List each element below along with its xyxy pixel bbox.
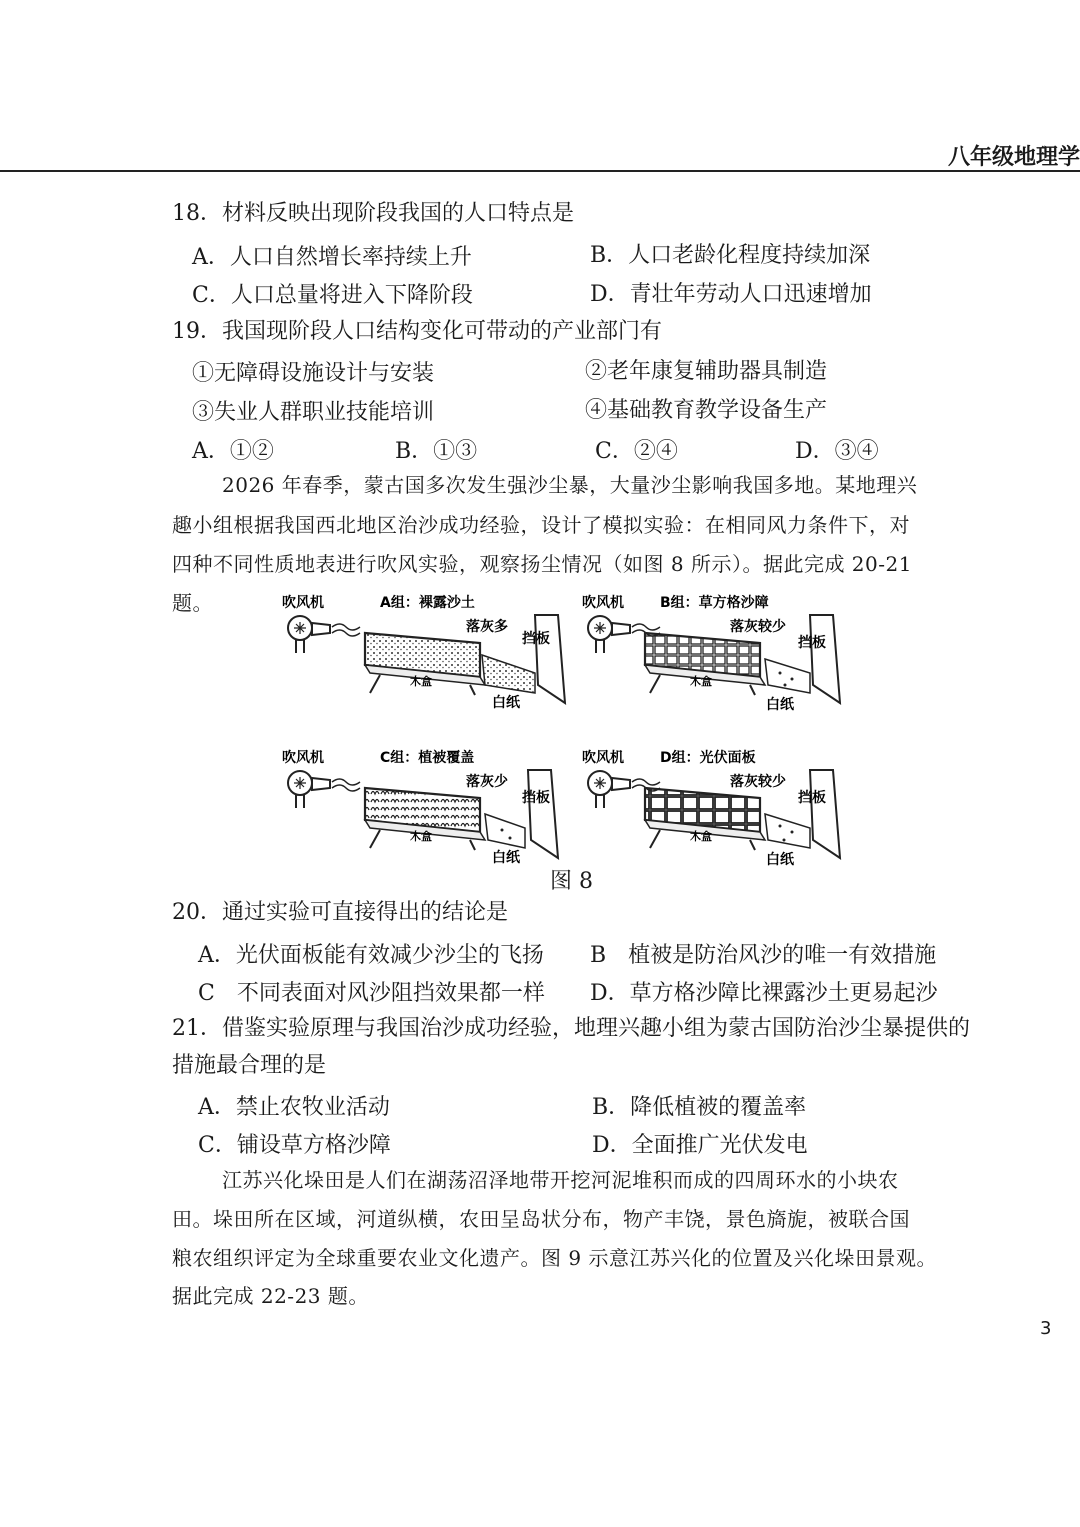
panel-c: [282, 749, 558, 866]
group-label: A组：裸露沙土: [380, 595, 475, 611]
dryer-label: 吹风机: [582, 595, 624, 611]
white-paper: [765, 814, 810, 848]
q21-option-b: B．降低植被的覆盖率: [592, 1095, 807, 1120]
wind-lines-icon: [332, 624, 360, 636]
q19-item-4: ④基础教育教学设备生产: [585, 398, 828, 423]
q20-stem: 20．通过实验可直接得出的结论是: [172, 900, 508, 925]
panel-b: [582, 594, 840, 713]
passage2-line-4: 据此完成 22-23 题。: [172, 1284, 369, 1308]
dust-label: 落灰较少: [730, 619, 786, 635]
q19-option-c: C．②④: [595, 439, 678, 464]
group-label: D组：光伏面板: [660, 750, 756, 766]
q19-stem: 19．我国现阶段人口结构变化可带动的产业部门有: [172, 319, 662, 344]
q20-option-c: C 不同表面对风沙阻挡效果都一样: [198, 981, 545, 1006]
passage2-line-3: 粮农组织评定为全球重要农业文化遗产。图 9 示意江苏兴化的位置及兴化垛田景观。: [172, 1246, 937, 1270]
baffle-board: [528, 770, 558, 858]
baffle-board: [535, 615, 565, 703]
q18-option-d: D．青壮年劳动人口迅速增加: [590, 282, 872, 307]
passage2-line-2: 田。垛田所在区域，河道纵横，农田呈岛状分布，物产丰饶，景色旖旎，被联合国: [172, 1207, 910, 1231]
dryer-label: 吹风机: [282, 750, 324, 766]
q20-option-a: A．光伏面板能有效减少沙尘的飞扬: [198, 943, 544, 968]
paper-label: 白纸: [492, 850, 520, 866]
paper-label: 白纸: [492, 695, 520, 711]
header-rule: [0, 170, 1080, 172]
dust-label: 落灰少: [466, 774, 508, 790]
q21-option-a: A．禁止农牧业活动: [198, 1095, 390, 1120]
dust-label: 落灰多: [466, 619, 508, 635]
white-paper: [482, 655, 535, 693]
q21-stem-line-1: 21．借鉴实验原理与我国治沙成功经验，地理兴趣小组为蒙古国防治沙尘暴提供的: [172, 1016, 970, 1041]
paper-label: 白纸: [766, 697, 794, 713]
passage2-line-1: 江苏兴化垛田是人们在湖荡沼泽地带开挖河泥堆积而成的四周环水的小块农: [222, 1168, 899, 1192]
q18-option-b: B．人口老龄化程度持续加深: [590, 243, 871, 268]
q18-option-c: C．人口总量将进入下降阶段: [192, 283, 473, 308]
baffle-label: 挡板: [522, 790, 550, 806]
panel-d: [582, 749, 840, 868]
q18-option-a: A．人口自然增长率持续上升: [192, 245, 472, 270]
baffle-label: 挡板: [522, 631, 550, 647]
paper-label: 白纸: [766, 852, 794, 868]
group-label: B组：草方格沙障: [660, 595, 769, 611]
baffle-board: [810, 770, 840, 858]
passage1-line-3: 四种不同性质地表进行吹风实验，观察扬尘情况（如图 8 所示）。据此完成 20-21: [172, 552, 912, 576]
box-label: 木盒: [690, 830, 712, 843]
dryer-label: 吹风机: [582, 750, 624, 766]
white-paper: [485, 814, 525, 848]
q19-item-1: ①无障碍设施设计与安装: [192, 361, 435, 386]
page-number: 3: [1040, 1318, 1052, 1339]
q19-item-2: ②老年康复辅助器具制造: [585, 359, 828, 384]
passage1-line-2: 趣小组根据我国西北地区治沙成功经验，设计了模拟实验：在相同风力条件下，对: [172, 513, 910, 537]
baffle-label: 挡板: [798, 635, 826, 651]
white-paper: [765, 659, 810, 693]
figure-8-diagram: [270, 585, 870, 870]
box-label: 木盒: [410, 830, 432, 843]
panel-a: [282, 594, 565, 711]
figure-8-caption: 图 8: [550, 869, 593, 894]
q20-option-b: B 植被是防治风沙的唯一有效措施: [590, 943, 937, 968]
dust-label: 落灰较少: [730, 774, 786, 790]
group-label: C组：植被覆盖: [380, 750, 475, 766]
q19-item-3: ③失业人群职业技能培训: [192, 400, 435, 425]
passage1-line-4: 题。: [172, 591, 213, 615]
dryer-label: 吹风机: [282, 595, 324, 611]
q21-option-d: D．全面推广光伏发电: [592, 1133, 808, 1158]
baffle-board: [810, 615, 840, 703]
q19-option-a: A．①②: [192, 439, 274, 464]
passage1-line-1: 2026 年春季，蒙古国多次发生强沙尘暴，大量沙尘影响我国多地。某地理兴: [222, 473, 918, 497]
q21-option-c: C．铺设草方格沙障: [198, 1133, 391, 1158]
page-header-title: 八年级地理学: [947, 144, 1080, 170]
wind-lines-icon: [332, 779, 360, 791]
baffle-label: 挡板: [798, 790, 826, 806]
q19-option-b: B．①③: [395, 439, 478, 464]
q21-stem-line-2: 措施最合理的是: [172, 1053, 327, 1078]
box-label: 木盒: [410, 675, 432, 688]
box-label: 木盒: [690, 675, 712, 688]
q20-option-d: D．草方格沙障比裸露沙土更易起沙: [590, 981, 938, 1006]
q18-stem: 18．材料反映出现阶段我国的人口特点是: [172, 201, 574, 226]
q19-option-d: D．③④: [795, 439, 879, 464]
